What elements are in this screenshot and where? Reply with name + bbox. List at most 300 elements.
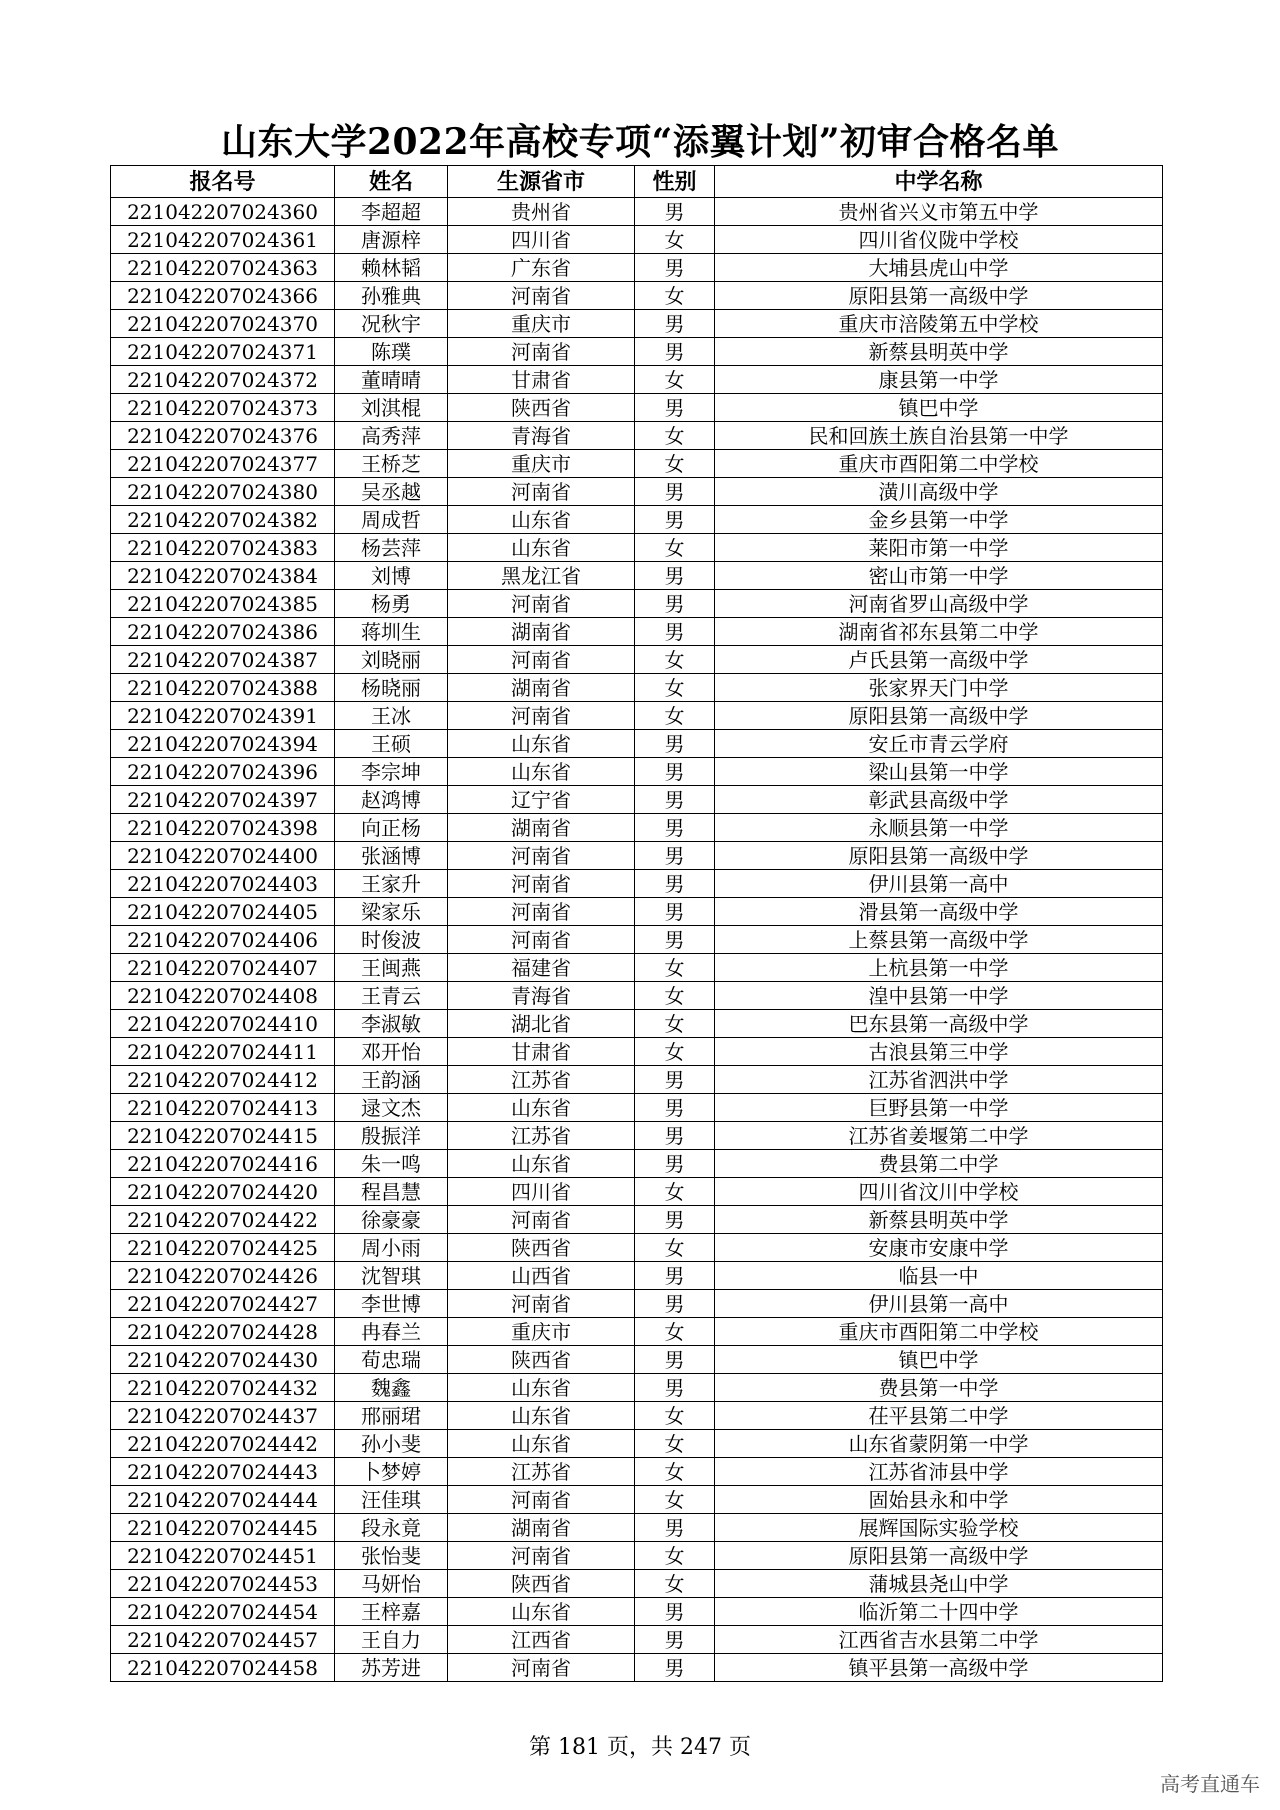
gender-cell: 女: [635, 422, 715, 450]
school-cell: 巴东县第一高级中学: [715, 1010, 1163, 1038]
province-cell: 河南省: [448, 842, 635, 870]
school-cell: 金乡县第一中学: [715, 506, 1163, 534]
name-cell: 时俊波: [335, 926, 448, 954]
school-cell: 康县第一中学: [715, 366, 1163, 394]
table-row: [111, 1542, 1163, 1570]
roster-table: [110, 165, 1163, 1682]
gender-cell: 女: [635, 1430, 715, 1458]
table-row: [111, 282, 1163, 310]
registration-number-cell: 221042207024420: [111, 1178, 335, 1206]
table-row: [111, 1318, 1163, 1346]
table-row: [111, 478, 1163, 506]
registration-number-cell: 221042207024396: [111, 758, 335, 786]
school-cell: 伊川县第一高中: [715, 870, 1163, 898]
province-cell: 四川省: [448, 1178, 635, 1206]
name-cell: 陈璞: [335, 338, 448, 366]
registration-number-cell: 221042207024377: [111, 450, 335, 478]
province-cell: 辽宁省: [448, 786, 635, 814]
table-row: [111, 1010, 1163, 1038]
table-row: [111, 1430, 1163, 1458]
province-cell: 重庆市: [448, 450, 635, 478]
province-cell: 黑龙江省: [448, 562, 635, 590]
name-cell: 赖林韬: [335, 254, 448, 282]
watermark: 高考直通车: [1160, 1772, 1260, 1796]
gender-cell: 男: [635, 618, 715, 646]
table-row: [111, 730, 1163, 758]
name-cell: 王硕: [335, 730, 448, 758]
name-cell: 李超超: [335, 198, 448, 226]
table-row: [111, 954, 1163, 982]
name-cell: 王梓嘉: [335, 1598, 448, 1626]
name-cell: 梁家乐: [335, 898, 448, 926]
table-row: [111, 1598, 1163, 1626]
gender-cell: 男: [635, 1122, 715, 1150]
province-cell: 河南省: [448, 646, 635, 674]
province-cell: 山东省: [448, 1430, 635, 1458]
registration-number-cell: 221042207024411: [111, 1038, 335, 1066]
school-cell: 民和回族土族自治县第一中学: [715, 422, 1163, 450]
province-cell: 河南省: [448, 590, 635, 618]
table-row: [111, 646, 1163, 674]
table-row: [111, 590, 1163, 618]
gender-cell: 男: [635, 870, 715, 898]
header-registration-number: 报名号: [111, 166, 335, 198]
province-cell: 江西省: [448, 1626, 635, 1654]
table-row: [111, 506, 1163, 534]
table-row: [111, 1570, 1163, 1598]
name-cell: 王桥芝: [335, 450, 448, 478]
gender-cell: 男: [635, 926, 715, 954]
registration-number-cell: 221042207024385: [111, 590, 335, 618]
table-row: [111, 1178, 1163, 1206]
registration-number-cell: 221042207024413: [111, 1094, 335, 1122]
school-cell: 张家界天门中学: [715, 674, 1163, 702]
name-cell: 王青云: [335, 982, 448, 1010]
table-row: [111, 422, 1163, 450]
school-cell: 重庆市涪陵第五中学校: [715, 310, 1163, 338]
registration-number-cell: 221042207024427: [111, 1290, 335, 1318]
school-cell: 重庆市酉阳第二中学校: [715, 450, 1163, 478]
name-cell: 周小雨: [335, 1234, 448, 1262]
table-row: [111, 1234, 1163, 1262]
gender-cell: 男: [635, 590, 715, 618]
province-cell: 山东省: [448, 1402, 635, 1430]
table-row: [111, 842, 1163, 870]
province-cell: 重庆市: [448, 1318, 635, 1346]
registration-number-cell: 221042207024407: [111, 954, 335, 982]
province-cell: 山西省: [448, 1262, 635, 1290]
name-cell: 张怡斐: [335, 1542, 448, 1570]
table-row: [111, 1038, 1163, 1066]
registration-number-cell: 221042207024372: [111, 366, 335, 394]
registration-number-cell: 221042207024370: [111, 310, 335, 338]
name-cell: 徐豪豪: [335, 1206, 448, 1234]
school-cell: 江苏省沛县中学: [715, 1458, 1163, 1486]
gender-cell: 男: [635, 394, 715, 422]
province-cell: 福建省: [448, 954, 635, 982]
name-cell: 朱一鸣: [335, 1150, 448, 1178]
province-cell: 湖北省: [448, 1010, 635, 1038]
table-row: [111, 1654, 1163, 1682]
province-cell: 陕西省: [448, 1234, 635, 1262]
table-row: [111, 758, 1163, 786]
province-cell: 广东省: [448, 254, 635, 282]
province-cell: 河南省: [448, 870, 635, 898]
table-row: [111, 618, 1163, 646]
table-row: [111, 562, 1163, 590]
school-cell: 安康市安康中学: [715, 1234, 1163, 1262]
school-cell: 梁山县第一中学: [715, 758, 1163, 786]
gender-cell: 男: [635, 730, 715, 758]
name-cell: 杨芸萍: [335, 534, 448, 562]
gender-cell: 女: [635, 1010, 715, 1038]
name-cell: 杨勇: [335, 590, 448, 618]
gender-cell: 男: [635, 1514, 715, 1542]
header-gender: 性别: [635, 166, 715, 198]
table-row: [111, 814, 1163, 842]
table-row: [111, 226, 1163, 254]
school-cell: 重庆市酉阳第二中学校: [715, 1318, 1163, 1346]
province-cell: 山东省: [448, 1374, 635, 1402]
school-cell: 费县第二中学: [715, 1150, 1163, 1178]
school-cell: 上蔡县第一高级中学: [715, 926, 1163, 954]
name-cell: 李淑敏: [335, 1010, 448, 1038]
school-cell: 原阳县第一高级中学: [715, 702, 1163, 730]
table-row: [111, 366, 1163, 394]
name-cell: 魏鑫: [335, 1374, 448, 1402]
province-cell: 湖南省: [448, 1514, 635, 1542]
school-cell: 江苏省泗洪中学: [715, 1066, 1163, 1094]
table-row: [111, 982, 1163, 1010]
gender-cell: 男: [635, 1598, 715, 1626]
registration-number-cell: 221042207024432: [111, 1374, 335, 1402]
registration-number-cell: 221042207024403: [111, 870, 335, 898]
school-cell: 四川省汶川中学校: [715, 1178, 1163, 1206]
registration-number-cell: 221042207024406: [111, 926, 335, 954]
name-cell: 王韵涵: [335, 1066, 448, 1094]
name-cell: 李世博: [335, 1290, 448, 1318]
school-cell: 江西省吉水县第二中学: [715, 1626, 1163, 1654]
table-row: [111, 1290, 1163, 1318]
name-cell: 殷振洋: [335, 1122, 448, 1150]
table-row: [111, 1094, 1163, 1122]
school-cell: 镇巴中学: [715, 1346, 1163, 1374]
registration-number-cell: 221042207024366: [111, 282, 335, 310]
gender-cell: 女: [635, 534, 715, 562]
registration-number-cell: 221042207024457: [111, 1626, 335, 1654]
registration-number-cell: 221042207024453: [111, 1570, 335, 1598]
registration-number-cell: 221042207024454: [111, 1598, 335, 1626]
school-cell: 新蔡县明英中学: [715, 338, 1163, 366]
gender-cell: 男: [635, 562, 715, 590]
gender-cell: 男: [635, 338, 715, 366]
table-row: [111, 1458, 1163, 1486]
school-cell: 蒲城县尧山中学: [715, 1570, 1163, 1598]
province-cell: 山东省: [448, 506, 635, 534]
name-cell: 程昌慧: [335, 1178, 448, 1206]
registration-number-cell: 221042207024371: [111, 338, 335, 366]
registration-number-cell: 221042207024430: [111, 1346, 335, 1374]
gender-cell: 女: [635, 674, 715, 702]
province-cell: 湖南省: [448, 674, 635, 702]
gender-cell: 女: [635, 1570, 715, 1598]
gender-cell: 女: [635, 954, 715, 982]
province-cell: 湖南省: [448, 618, 635, 646]
school-cell: 大埔县虎山中学: [715, 254, 1163, 282]
school-cell: 潢川高级中学: [715, 478, 1163, 506]
name-cell: 杨晓丽: [335, 674, 448, 702]
table-row: [111, 1066, 1163, 1094]
name-cell: 沈智琪: [335, 1262, 448, 1290]
school-cell: 镇平县第一高级中学: [715, 1654, 1163, 1682]
province-cell: 河南省: [448, 702, 635, 730]
gender-cell: 男: [635, 786, 715, 814]
registration-number-cell: 221042207024444: [111, 1486, 335, 1514]
name-cell: 吴丞越: [335, 478, 448, 506]
gender-cell: 男: [635, 1346, 715, 1374]
registration-number-cell: 221042207024415: [111, 1122, 335, 1150]
name-cell: 张涵博: [335, 842, 448, 870]
name-cell: 邓开怡: [335, 1038, 448, 1066]
school-cell: 密山市第一中学: [715, 562, 1163, 590]
gender-cell: 男: [635, 1066, 715, 1094]
table-header-row: [111, 166, 1163, 198]
registration-number-cell: 221042207024398: [111, 814, 335, 842]
school-cell: 山东省蒙阴第一中学: [715, 1430, 1163, 1458]
gender-cell: 男: [635, 254, 715, 282]
school-cell: 卢氏县第一高级中学: [715, 646, 1163, 674]
school-cell: 滑县第一高级中学: [715, 898, 1163, 926]
table-row: [111, 198, 1163, 226]
province-cell: 山东省: [448, 1598, 635, 1626]
province-cell: 甘肃省: [448, 366, 635, 394]
registration-number-cell: 221042207024387: [111, 646, 335, 674]
table-row: [111, 1486, 1163, 1514]
table-row: [111, 674, 1163, 702]
table-body: [111, 198, 1163, 1682]
school-cell: 上杭县第一中学: [715, 954, 1163, 982]
registration-number-cell: 221042207024405: [111, 898, 335, 926]
registration-number-cell: 221042207024408: [111, 982, 335, 1010]
school-cell: 湟中县第一中学: [715, 982, 1163, 1010]
school-cell: 安丘市青云学府: [715, 730, 1163, 758]
school-cell: 原阳县第一高级中学: [715, 1542, 1163, 1570]
school-cell: 原阳县第一高级中学: [715, 282, 1163, 310]
province-cell: 陕西省: [448, 1346, 635, 1374]
name-cell: 王自力: [335, 1626, 448, 1654]
gender-cell: 女: [635, 1542, 715, 1570]
province-cell: 河南省: [448, 1654, 635, 1682]
school-cell: 新蔡县明英中学: [715, 1206, 1163, 1234]
table-row: [111, 1262, 1163, 1290]
table-row: [111, 1626, 1163, 1654]
name-cell: 冉春兰: [335, 1318, 448, 1346]
registration-number-cell: 221042207024373: [111, 394, 335, 422]
name-cell: 汪佳琪: [335, 1486, 448, 1514]
gender-cell: 女: [635, 1234, 715, 1262]
registration-number-cell: 221042207024410: [111, 1010, 335, 1038]
registration-number-cell: 221042207024388: [111, 674, 335, 702]
province-cell: 河南省: [448, 1486, 635, 1514]
name-cell: 赵鸿博: [335, 786, 448, 814]
name-cell: 蒋圳生: [335, 618, 448, 646]
school-cell: 四川省仪陇中学校: [715, 226, 1163, 254]
registration-number-cell: 221042207024426: [111, 1262, 335, 1290]
province-cell: 甘肃省: [448, 1038, 635, 1066]
gender-cell: 女: [635, 1178, 715, 1206]
name-cell: 李宗坤: [335, 758, 448, 786]
registration-number-cell: 221042207024400: [111, 842, 335, 870]
gender-cell: 男: [635, 898, 715, 926]
gender-cell: 女: [635, 702, 715, 730]
table-row: [111, 1150, 1163, 1178]
school-cell: 贵州省兴义市第五中学: [715, 198, 1163, 226]
gender-cell: 男: [635, 1290, 715, 1318]
school-cell: 巨野县第一中学: [715, 1094, 1163, 1122]
table-row: [111, 394, 1163, 422]
table-row: [111, 338, 1163, 366]
name-cell: 高秀萍: [335, 422, 448, 450]
province-cell: 河南省: [448, 898, 635, 926]
table-row: [111, 450, 1163, 478]
province-cell: 陕西省: [448, 1570, 635, 1598]
registration-number-cell: 221042207024383: [111, 534, 335, 562]
registration-number-cell: 221042207024384: [111, 562, 335, 590]
province-cell: 陕西省: [448, 394, 635, 422]
name-cell: 唐源梓: [335, 226, 448, 254]
registration-number-cell: 221042207024361: [111, 226, 335, 254]
name-cell: 王闽燕: [335, 954, 448, 982]
registration-number-cell: 221042207024443: [111, 1458, 335, 1486]
school-cell: 江苏省姜堰第二中学: [715, 1122, 1163, 1150]
province-cell: 山东省: [448, 534, 635, 562]
table-row: [111, 310, 1163, 338]
header-name: 姓名: [335, 166, 448, 198]
header-school: 中学名称: [715, 166, 1163, 198]
registration-number-cell: 221042207024445: [111, 1514, 335, 1542]
school-cell: 展辉国际实验学校: [715, 1514, 1163, 1542]
school-cell: 临沂第二十四中学: [715, 1598, 1163, 1626]
name-cell: 刘晓丽: [335, 646, 448, 674]
province-cell: 河南省: [448, 926, 635, 954]
gender-cell: 男: [635, 758, 715, 786]
province-cell: 青海省: [448, 422, 635, 450]
name-cell: 逯文杰: [335, 1094, 448, 1122]
name-cell: 荀忠瑞: [335, 1346, 448, 1374]
table-row: [111, 1122, 1163, 1150]
table-row: [111, 1206, 1163, 1234]
province-cell: 重庆市: [448, 310, 635, 338]
gender-cell: 男: [635, 842, 715, 870]
name-cell: 卜梦婷: [335, 1458, 448, 1486]
registration-number-cell: 221042207024437: [111, 1402, 335, 1430]
table-row: [111, 898, 1163, 926]
gender-cell: 女: [635, 282, 715, 310]
registration-number-cell: 221042207024380: [111, 478, 335, 506]
registration-number-cell: 221042207024451: [111, 1542, 335, 1570]
table-row: [111, 534, 1163, 562]
province-cell: 山东省: [448, 1150, 635, 1178]
province-cell: 河南省: [448, 1206, 635, 1234]
name-cell: 刘淇棍: [335, 394, 448, 422]
registration-number-cell: 221042207024382: [111, 506, 335, 534]
name-cell: 周成哲: [335, 506, 448, 534]
name-cell: 王家升: [335, 870, 448, 898]
gender-cell: 男: [635, 478, 715, 506]
name-cell: 马妍怡: [335, 1570, 448, 1598]
table-row: [111, 870, 1163, 898]
header-province: 生源省市: [448, 166, 635, 198]
name-cell: 孙雅典: [335, 282, 448, 310]
gender-cell: 男: [635, 1654, 715, 1682]
province-cell: 河南省: [448, 282, 635, 310]
name-cell: 况秋宇: [335, 310, 448, 338]
registration-number-cell: 221042207024442: [111, 1430, 335, 1458]
table-row: [111, 926, 1163, 954]
registration-number-cell: 221042207024416: [111, 1150, 335, 1178]
table-row: [111, 786, 1163, 814]
gender-cell: 男: [635, 310, 715, 338]
school-cell: 镇巴中学: [715, 394, 1163, 422]
province-cell: 青海省: [448, 982, 635, 1010]
gender-cell: 女: [635, 1458, 715, 1486]
gender-cell: 女: [635, 450, 715, 478]
registration-number-cell: 221042207024397: [111, 786, 335, 814]
registration-number-cell: 221042207024363: [111, 254, 335, 282]
table-row: [111, 1402, 1163, 1430]
school-cell: 费县第一中学: [715, 1374, 1163, 1402]
table-row: [111, 702, 1163, 730]
gender-cell: 女: [635, 1402, 715, 1430]
name-cell: 邢丽珺: [335, 1402, 448, 1430]
gender-cell: 女: [635, 646, 715, 674]
gender-cell: 男: [635, 506, 715, 534]
province-cell: 山东省: [448, 730, 635, 758]
gender-cell: 男: [635, 198, 715, 226]
school-cell: 永顺县第一中学: [715, 814, 1163, 842]
gender-cell: 男: [635, 1262, 715, 1290]
province-cell: 河南省: [448, 338, 635, 366]
school-cell: 彰武县高级中学: [715, 786, 1163, 814]
gender-cell: 男: [635, 1094, 715, 1122]
province-cell: 四川省: [448, 226, 635, 254]
registration-number-cell: 221042207024391: [111, 702, 335, 730]
province-cell: 河南省: [448, 478, 635, 506]
province-cell: 河南省: [448, 1542, 635, 1570]
school-cell: 湖南省祁东县第二中学: [715, 618, 1163, 646]
province-cell: 河南省: [448, 1290, 635, 1318]
registration-number-cell: 221042207024360: [111, 198, 335, 226]
registration-number-cell: 221042207024422: [111, 1206, 335, 1234]
gender-cell: 女: [635, 1038, 715, 1066]
school-cell: 固始县永和中学: [715, 1486, 1163, 1514]
school-cell: 莱阳市第一中学: [715, 534, 1163, 562]
province-cell: 山东省: [448, 758, 635, 786]
name-cell: 苏芳进: [335, 1654, 448, 1682]
gender-cell: 男: [635, 1626, 715, 1654]
page-footer: 第 181 页，共 247 页: [529, 1735, 751, 1760]
province-cell: 江苏省: [448, 1066, 635, 1094]
school-cell: 原阳县第一高级中学: [715, 842, 1163, 870]
gender-cell: 女: [635, 1318, 715, 1346]
registration-number-cell: 221042207024394: [111, 730, 335, 758]
name-cell: 董晴晴: [335, 366, 448, 394]
school-cell: 伊川县第一高中: [715, 1290, 1163, 1318]
page-title: 山东大学2022年高校专项“添翼计划”初审合格名单: [220, 121, 1060, 163]
name-cell: 王冰: [335, 702, 448, 730]
name-cell: 向正杨: [335, 814, 448, 842]
school-cell: 临县一中: [715, 1262, 1163, 1290]
